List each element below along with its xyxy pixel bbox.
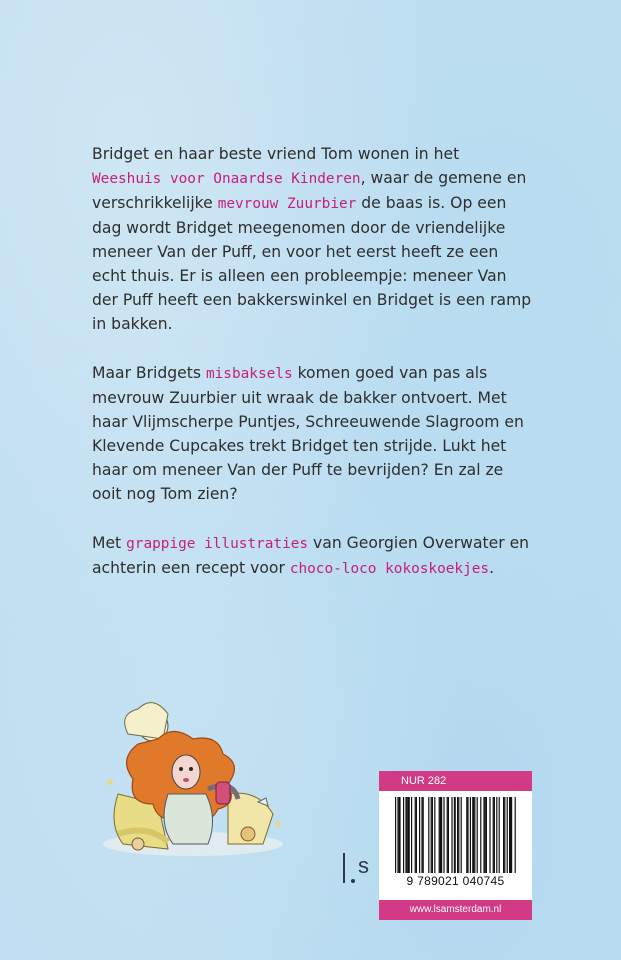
isbn-barcode bbox=[395, 797, 516, 873]
barcode-bar bbox=[504, 797, 505, 873]
barcode-bar bbox=[499, 797, 500, 873]
barcode-bar bbox=[423, 797, 424, 873]
blurb-text: Maar Bridgets bbox=[92, 364, 206, 382]
blurb-text: Met bbox=[92, 534, 127, 552]
highlighted-phrase: grappige illustraties bbox=[126, 536, 309, 552]
barcode-bar bbox=[509, 797, 511, 873]
barcode-bar bbox=[494, 797, 495, 873]
barcode-bar bbox=[454, 797, 456, 873]
barcode-bar bbox=[439, 797, 440, 873]
barcode-bar bbox=[507, 797, 508, 873]
barcode-bar bbox=[407, 797, 408, 873]
barcode-bar bbox=[397, 797, 398, 873]
barcode-bar bbox=[441, 797, 442, 873]
barcode-bar bbox=[428, 797, 429, 873]
blurb-paragraph-3 bbox=[92, 531, 532, 581]
barcode-bar bbox=[472, 797, 474, 873]
blurb-paragraph-2 bbox=[92, 361, 532, 506]
barcode-bar bbox=[503, 797, 504, 873]
barcode-bar bbox=[451, 797, 452, 873]
barcode-bar bbox=[458, 797, 459, 873]
blurb-text: komen goed van pas als mevrouw Zuurbier uit wraak de bakker ontvoert. Met haar Vlijmscherpe Puntjes, Schreeuwende Slagroom en Klevende Cupcakes trekt Bridget ten strijde. Lukt het haar om meneer Van der Puff te bevrijden? En zal ze ooit nog Tom zien? bbox=[92, 364, 524, 503]
barcode-bar bbox=[480, 797, 481, 873]
barcode-bar bbox=[457, 797, 458, 873]
blurb-text: Bridget en haar beste vriend Tom wonen in het bbox=[92, 145, 460, 163]
highlighted-phrase: misbaksels bbox=[205, 366, 293, 382]
highlighted-phrase: mevrouw Zuurbier bbox=[217, 196, 357, 212]
publisher-url: www.lsamsterdam.nl bbox=[379, 900, 532, 920]
barcode-bar bbox=[448, 797, 449, 873]
barcode-bar bbox=[483, 797, 484, 873]
logo-letter: s bbox=[358, 853, 369, 878]
barcode-bar bbox=[415, 797, 416, 873]
barcode-bar bbox=[461, 797, 462, 873]
barcode-bar bbox=[515, 797, 516, 873]
barcode-bar bbox=[399, 797, 401, 873]
barcode-bar bbox=[434, 797, 435, 873]
barcode-bar bbox=[485, 797, 486, 873]
publisher-logo bbox=[343, 853, 369, 883]
blurb-text: de baas is. Op een dag wordt Bridget meegenomen door de vriendelijke meneer Van der Puff, en voor het eerst heeft ze een echt thuis. Er is alleen een probleempje: meneer Van der Puff heeft een bakkerswinkel en Bridget is een ramp in bakken. bbox=[92, 194, 532, 333]
barcode-bar bbox=[405, 797, 406, 873]
blurb-paragraph-1 bbox=[92, 142, 532, 336]
barcode-bar bbox=[419, 797, 420, 873]
barcode-bar bbox=[474, 797, 475, 873]
barcode-bar bbox=[466, 797, 467, 873]
blurb-text: , waar de gemene en verschrikkelijke bbox=[92, 169, 527, 212]
barcode-bar bbox=[411, 797, 412, 873]
highlighted-phrase: Weeshuis voor Onaardse Kinderen bbox=[92, 171, 361, 187]
barcode-bar bbox=[443, 797, 444, 873]
barcode-bar bbox=[486, 797, 487, 873]
logo-bar bbox=[343, 853, 345, 883]
highlighted-phrase: choco-loco kokoskoekjes bbox=[289, 561, 490, 577]
blurb-text: van Georgien Overwater en achterin een recept voor bbox=[92, 534, 530, 577]
isbn-number: 9 789021 040745 bbox=[406, 874, 505, 888]
back-cover-blurb bbox=[92, 142, 532, 606]
barcode-bar bbox=[403, 797, 404, 873]
barcode-bar bbox=[493, 797, 494, 873]
logo-dot bbox=[351, 879, 355, 883]
barcode-bar bbox=[431, 797, 432, 873]
barcode-bar bbox=[395, 797, 396, 873]
barcode-bar bbox=[421, 797, 422, 873]
nur-code-label: NUR 282 bbox=[379, 771, 532, 791]
barcode-bar bbox=[489, 797, 490, 873]
barcode-bar bbox=[440, 797, 441, 873]
barcode-bar bbox=[447, 797, 448, 873]
barcode-bar bbox=[477, 797, 478, 873]
barcode-bar bbox=[496, 797, 497, 873]
blurb-text: . bbox=[489, 559, 495, 577]
bridget-cake-mess-illustration bbox=[98, 684, 298, 859]
barcode-bar bbox=[467, 797, 468, 873]
barcode-panel bbox=[379, 791, 532, 900]
barcode-bar bbox=[511, 797, 512, 873]
barcode-bar bbox=[408, 797, 410, 873]
barcode-bar bbox=[416, 797, 417, 873]
barcode-bar bbox=[432, 797, 433, 873]
barcode-bar bbox=[470, 797, 471, 873]
